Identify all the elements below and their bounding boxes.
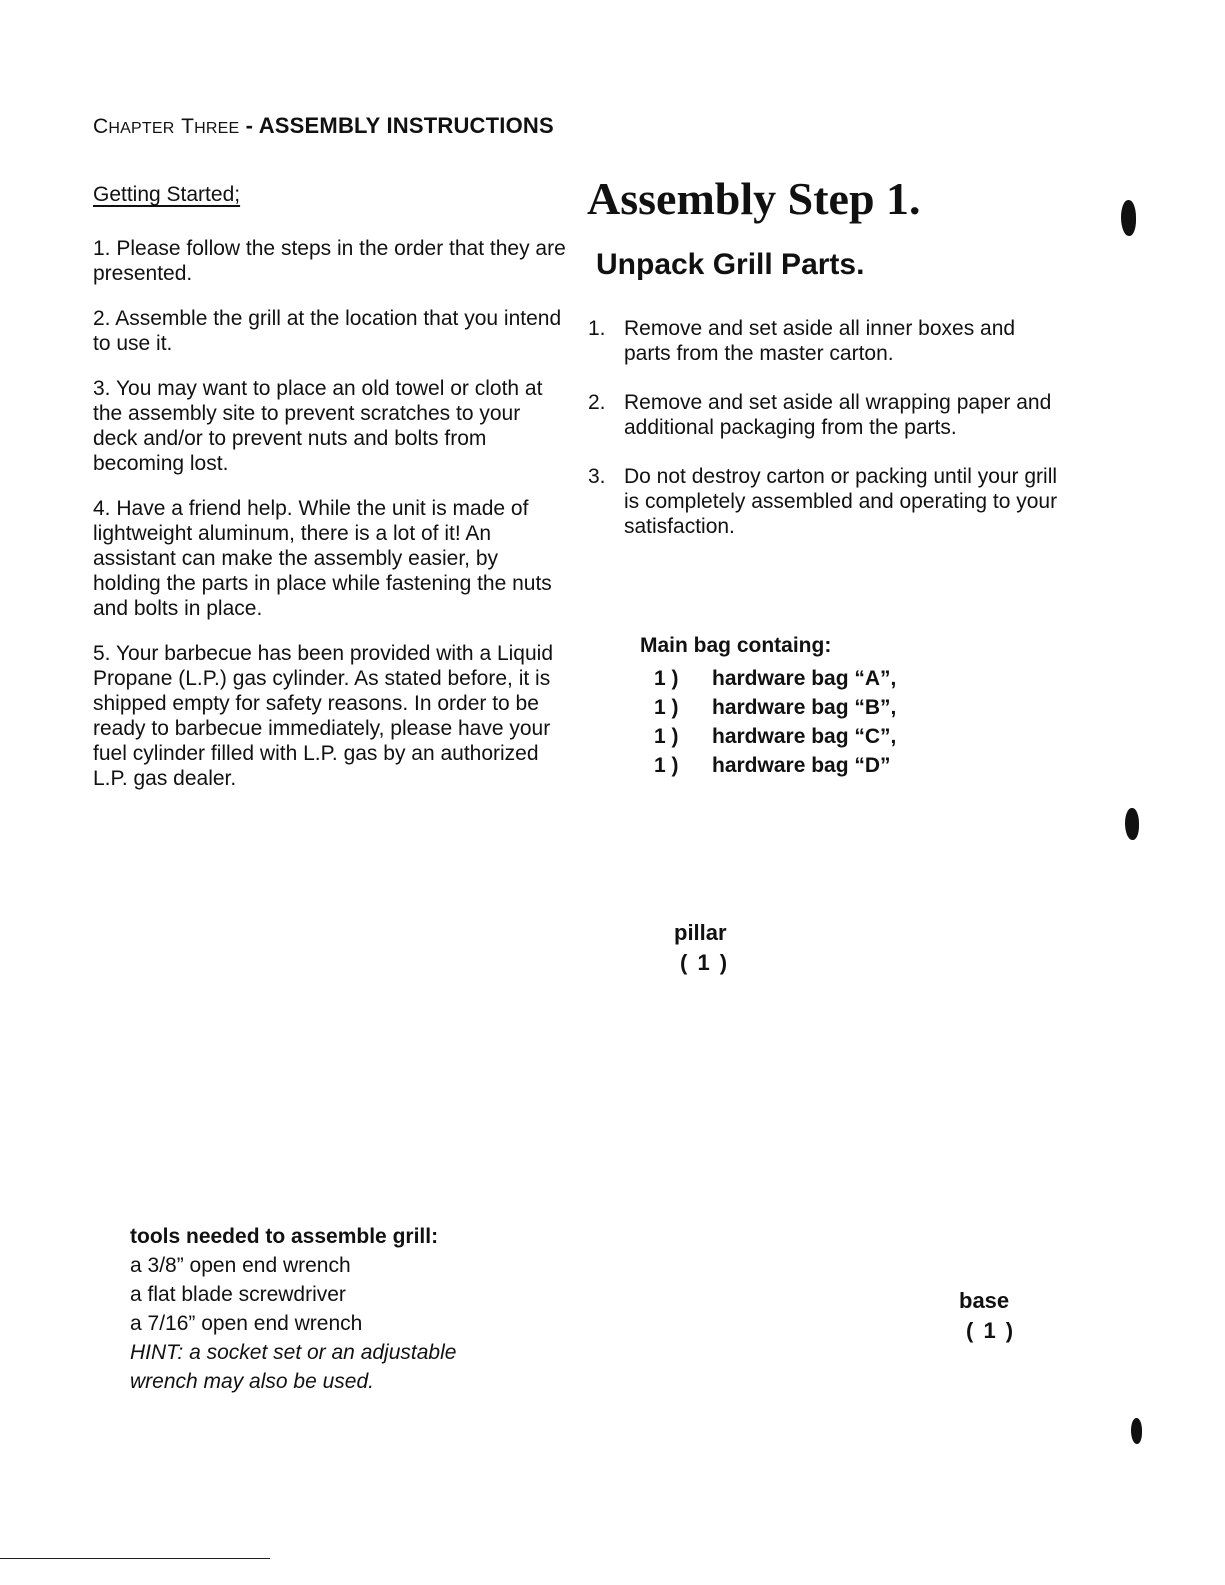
chapter-word1-initial: C xyxy=(93,115,109,138)
main-bag-label: hardware bag “A”, xyxy=(712,667,897,690)
main-bag-qty: 1 ) xyxy=(654,754,679,777)
step-instruction-text: Do not destroy carton or packing until your grill is completely assembled and operating to your satisfaction. xyxy=(624,465,1058,538)
getting-started-item-5: 5. Your barbecue has been provided with a Liquid Propane (L.P.) gas cylinder. As stated before, it is shipped empty for safety reasons. In order to be ready to barbecue immediately, please have your fuel cylinder filled with L.P. gas by an authorized L.P. gas dealer. xyxy=(93,642,554,790)
step-instruction-number: 2. xyxy=(588,391,606,414)
tool-item: a 7/16” open end wrench xyxy=(130,1312,363,1335)
chapter-separator: - xyxy=(239,113,259,138)
main-bag-item xyxy=(654,722,896,751)
binder-hole-mark xyxy=(1121,200,1136,236)
scan-edge-line xyxy=(0,1558,270,1559)
chapter-header xyxy=(93,112,554,139)
pillar-qty: ( 1 ) xyxy=(680,950,730,975)
tools-section xyxy=(130,1222,550,1396)
step-subtitle: Unpack Grill Parts. xyxy=(596,248,865,281)
step-title: Assembly Step 1. xyxy=(587,173,921,224)
main-bag-item xyxy=(654,693,896,722)
getting-started-heading: Getting Started; xyxy=(93,183,241,206)
tools-hint-line-1: HINT: a socket set or an adjustable xyxy=(130,1341,457,1364)
base-label: base xyxy=(959,1288,1010,1313)
getting-started-list xyxy=(93,236,568,811)
main-bag-item xyxy=(654,664,896,693)
tools-hint-line-2: wrench may also be used. xyxy=(130,1370,374,1393)
getting-started-item-2: 2. Assemble the grill at the location that you intend to use it. xyxy=(93,307,562,355)
step-instruction-item xyxy=(588,464,1058,539)
step-instruction-text: Remove and set aside all inner boxes and parts from the master carton. xyxy=(624,317,1016,365)
step-instruction-item xyxy=(588,390,1058,440)
chapter-word2-initial: T xyxy=(181,115,195,138)
main-bag-qty: 1 ) xyxy=(654,667,679,690)
binder-hole-mark xyxy=(1125,808,1139,840)
tools-heading: tools needed to assemble grill: xyxy=(130,1225,439,1248)
main-bag-label: hardware bag “B”, xyxy=(712,696,897,719)
chapter-word2-rest: HREE xyxy=(194,120,240,137)
step-instruction-number: 1. xyxy=(588,317,606,340)
base-qty: ( 1 ) xyxy=(966,1318,1016,1343)
step-instruction-number: 3. xyxy=(588,465,606,488)
chapter-title: ASSEMBLY INSTRUCTIONS xyxy=(258,113,554,138)
step-instruction-text: Remove and set aside all wrapping paper and additional packaging from the parts. xyxy=(624,391,1052,439)
getting-started-item-1: 1. Please follow the steps in the order that they are presented. xyxy=(93,237,566,285)
main-bag-qty: 1 ) xyxy=(654,696,679,719)
getting-started-item-4: 4. Have a friend help. While the unit is made of lightweight aluminum, there is a lot of it! An assistant can make the assembly easier, by holding the parts in place while fastening the nuts and bolts in place. xyxy=(93,497,552,620)
step-instruction-item xyxy=(588,316,1058,366)
main-bag-label: hardware bag “D” xyxy=(712,754,891,777)
getting-started-item-3: 3. You may want to place an old towel or cloth at the assembly site to prevent scratches to your deck and/or to prevent nuts and bolts from becoming lost. xyxy=(93,377,543,475)
binder-hole-mark xyxy=(1131,1418,1142,1444)
main-bag-qty: 1 ) xyxy=(654,725,679,748)
pillar-label: pillar xyxy=(674,920,727,945)
main-bag-item xyxy=(654,751,896,780)
tool-item: a 3/8” open end wrench xyxy=(130,1254,351,1277)
main-bag-heading: Main bag containg: xyxy=(640,634,832,657)
chapter-word1-rest: HAPTER xyxy=(108,120,175,137)
main-bag-label: hardware bag “C”, xyxy=(712,725,897,748)
main-bag-list xyxy=(654,664,896,780)
tool-item: a flat blade screwdriver xyxy=(130,1283,346,1306)
step-instructions xyxy=(588,316,1058,563)
